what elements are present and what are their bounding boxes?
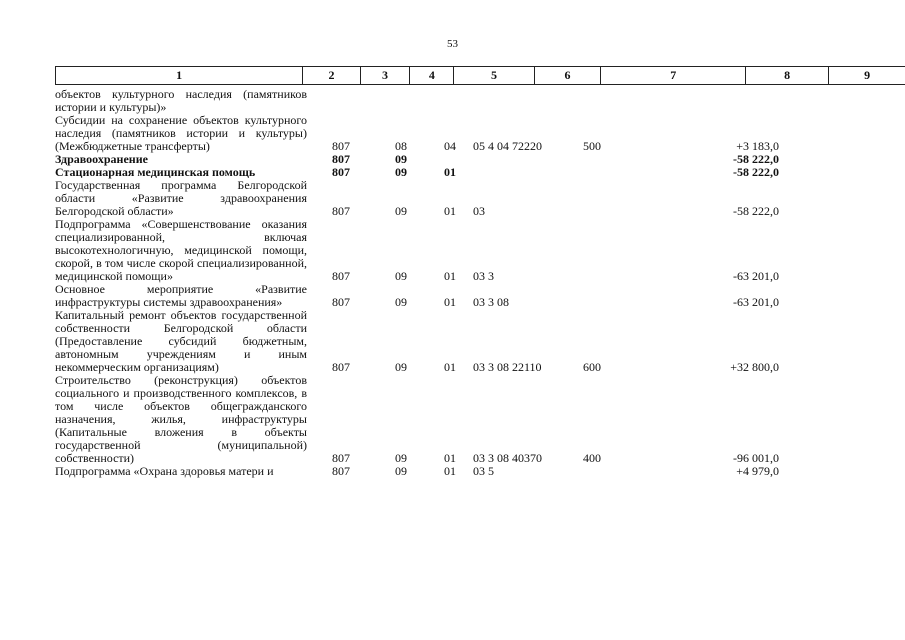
- row-c2-cell: 807: [332, 464, 350, 478]
- row-c7-cell: -58 222,0: [733, 152, 779, 166]
- header-col-4: 4: [410, 67, 454, 85]
- row-c3-cell: 08: [395, 139, 407, 153]
- row-c2-cell: [307, 88, 375, 114]
- row-c7-cell: [627, 88, 779, 114]
- row-c6-cell: [557, 166, 627, 179]
- row-c3-cell: [375, 88, 427, 114]
- row-c4-cell: [427, 88, 473, 114]
- row-c5-cell: 03 3 08 40370: [473, 451, 542, 465]
- row-c5-cell: 03 3 08: [473, 295, 509, 309]
- row-c3-cell: 09: [395, 360, 407, 374]
- header-col-6: 6: [534, 67, 601, 85]
- row-name-cell: Государственная программа Белгородской области «Развитие здравоохранения Белгородской области»: [55, 178, 307, 218]
- row-name-cell: Стационарная медицинская помощь: [55, 165, 256, 179]
- row-c3-cell: 09: [395, 269, 407, 283]
- row-c2-cell: 807: [332, 295, 350, 309]
- row-name-cell: Субсидии на сохранение объектов культурного наследия (памятников истории и культуры) (Межбюджетные трансферты): [55, 113, 307, 153]
- table-row: [55, 309, 779, 374]
- row-c7-cell: -58 222,0: [733, 165, 779, 179]
- row-c3-cell: 09: [395, 204, 407, 218]
- row-name-cell: Основное мероприятие «Развитие инфраструктуры системы здравоохранения»: [55, 282, 307, 309]
- row-c5-cell: 03 3 08 22110: [473, 360, 542, 374]
- header-col-1: 1: [56, 67, 303, 85]
- header-col-9: 9: [829, 67, 905, 85]
- header-col-5: 5: [454, 67, 534, 85]
- row-c2-cell: 807: [332, 204, 350, 218]
- row-c3-cell: 09: [395, 152, 407, 166]
- row-c6-cell: 400: [583, 451, 601, 465]
- row-c7-cell: +3 183,0: [736, 139, 779, 153]
- table-row: [55, 114, 779, 153]
- row-c4-cell: 01: [444, 204, 456, 218]
- row-c2-cell: 807: [332, 152, 350, 166]
- row-c7-cell: -58 222,0: [733, 204, 779, 218]
- row-c2-cell: 807: [332, 360, 350, 374]
- row-c3-cell: 09: [395, 464, 407, 478]
- row-c5-cell: [473, 166, 557, 179]
- header-col-3: 3: [360, 67, 410, 85]
- row-c4-cell: 04: [444, 139, 456, 153]
- row-c6-cell: [557, 218, 627, 283]
- row-c6-cell: [557, 88, 627, 114]
- table-row: [55, 374, 779, 465]
- table-row: [55, 283, 779, 309]
- row-c6-cell: [557, 465, 627, 478]
- header-col-8: 8: [746, 67, 829, 85]
- row-c2-cell: 807: [332, 139, 350, 153]
- row-c2-cell: 807: [332, 165, 350, 179]
- row-c2-cell: 807: [332, 269, 350, 283]
- row-c6-cell: [557, 153, 627, 166]
- row-c4-cell: 01: [444, 295, 456, 309]
- row-c7-cell: -63 201,0: [733, 269, 779, 283]
- row-c7-cell: -96 001,0: [733, 451, 779, 465]
- row-name-cell: объектов культурного наследия (памятников истории и культуры)»: [55, 87, 307, 114]
- row-c5-cell: 03 3: [473, 269, 494, 283]
- row-c3-cell: 09: [395, 451, 407, 465]
- row-name-cell: Подпрограмма «Охрана здоровья матери и: [55, 464, 274, 478]
- row-c7-cell: +4 979,0: [736, 464, 779, 478]
- row-c5-cell: 03: [473, 204, 485, 218]
- page-number: 53: [447, 38, 458, 50]
- header-col-2: 2: [303, 67, 360, 85]
- row-c3-cell: 09: [395, 165, 407, 179]
- table-row: [55, 218, 779, 283]
- row-name-cell: Здравоохранение: [55, 152, 148, 166]
- table-row: [55, 179, 779, 218]
- row-c5-cell: 03 5: [473, 464, 494, 478]
- row-c4-cell: 01: [444, 451, 456, 465]
- row-name-cell: Строительство (реконструкция) объектов социального и производственного комплексов, в том числе объектов общегражданского назначения, жилья, инфраструктуры (Капитальные вложения в объекты государственной (муниципальной) собственности): [55, 373, 307, 465]
- row-name-cell: Подпрограмма «Совершенствование оказания специализированной, включая высокотехнологичную, медицинской помощи, скорой, в том числе скорой специализированной, медицинской помощи»: [55, 217, 307, 283]
- row-c5-cell: [473, 88, 557, 114]
- row-c4-cell: 01: [444, 464, 456, 478]
- row-c6-cell: [557, 283, 627, 309]
- row-c5-cell: [473, 153, 557, 166]
- budget-table: [55, 88, 779, 478]
- row-c7-cell: -63 201,0: [733, 295, 779, 309]
- row-name-cell: Капитальный ремонт объектов государственной собственности Белгородской области (Предоставление субсидий бюджетным, автономным учреждениям и иным некоммерческим организациям): [55, 308, 307, 374]
- row-c4-cell: 01: [444, 269, 456, 283]
- row-c5-cell: 05 4 04 72220: [473, 139, 542, 153]
- row-c6-cell: [557, 179, 627, 218]
- row-c6-cell: 600: [583, 360, 601, 374]
- row-c7-cell: +32 800,0: [730, 360, 779, 374]
- table-row: [55, 465, 779, 478]
- table-header: [55, 66, 905, 85]
- row-c2-cell: 807: [332, 451, 350, 465]
- table-row: [55, 88, 779, 114]
- row-c4-cell: 01: [444, 165, 456, 179]
- row-c3-cell: 09: [395, 295, 407, 309]
- row-c4-cell: 01: [444, 360, 456, 374]
- header-col-7: 7: [601, 67, 746, 85]
- row-c6-cell: 500: [583, 139, 601, 153]
